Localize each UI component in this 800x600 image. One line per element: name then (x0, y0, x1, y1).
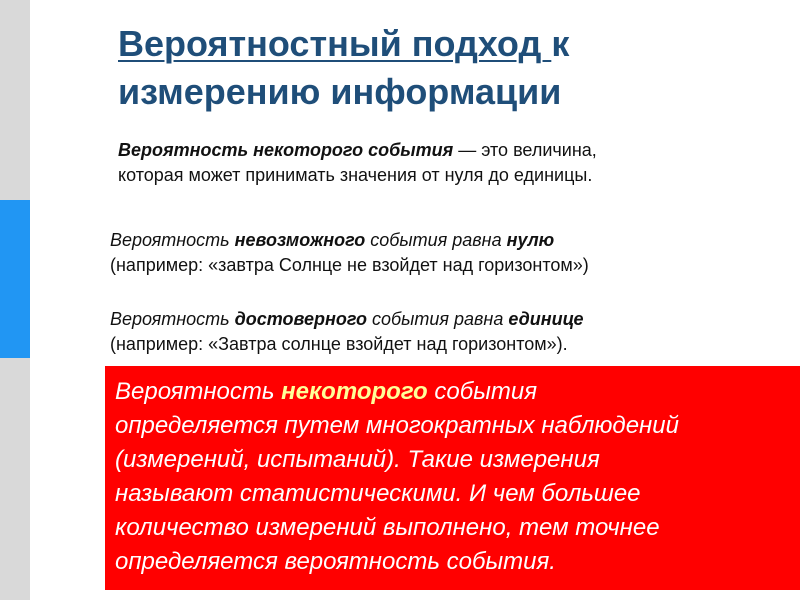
title-line1-rest: к (551, 23, 570, 64)
certain-bold1: достоверного (234, 309, 367, 329)
sidebar-accent-strip (0, 200, 30, 358)
certain-event-paragraph (110, 307, 770, 357)
sidebar-strip-bottom (0, 358, 30, 600)
definition-text-line2: которая может принимать значения от нуля до единицы. (118, 165, 593, 185)
definition-text-line1: — это величина, (453, 140, 597, 160)
red-line2: определяется путем многократных наблюдений (115, 412, 679, 439)
certain-part1: Вероятность (110, 309, 235, 329)
title-link[interactable]: Вероятностный подход (118, 23, 552, 64)
impossible-part2: события равна (365, 230, 507, 250)
sidebar-strip-top (0, 0, 30, 200)
red-line1-emphasis: некоторого (281, 378, 428, 405)
definition-term: Вероятность некоторого события (118, 140, 454, 160)
red-line5: количество измерений выполнено, тем точнее (115, 514, 660, 541)
impossible-part1: Вероятность (110, 230, 235, 250)
impossible-bold1: невозможного (234, 230, 366, 250)
impossible-event-paragraph (110, 228, 770, 278)
certain-part2: события равна (367, 309, 504, 329)
red-line1-part1: Вероятность (115, 378, 282, 405)
impossible-bold2: нулю (506, 230, 555, 250)
probability-definition (118, 138, 758, 188)
red-line6: определяется вероятность события. (115, 548, 556, 575)
certain-bold2: единице (503, 309, 584, 329)
slide-title (118, 20, 758, 116)
red-line1-part2: события (427, 378, 538, 405)
impossible-example: (например: «завтра Солнце не взойдет над горизонтом») (110, 255, 589, 275)
statistical-measurement-text (115, 375, 794, 579)
red-line3: (измерений, испытаний). Такие измерения (115, 446, 600, 473)
red-line4: называют статистическими. И чем большее (115, 480, 641, 507)
title-line2: измерению информации (118, 71, 562, 112)
certain-example: (например: «Завтра солнце взойдет над горизонтом»). (110, 334, 568, 354)
statistical-measurement-block (105, 366, 800, 590)
